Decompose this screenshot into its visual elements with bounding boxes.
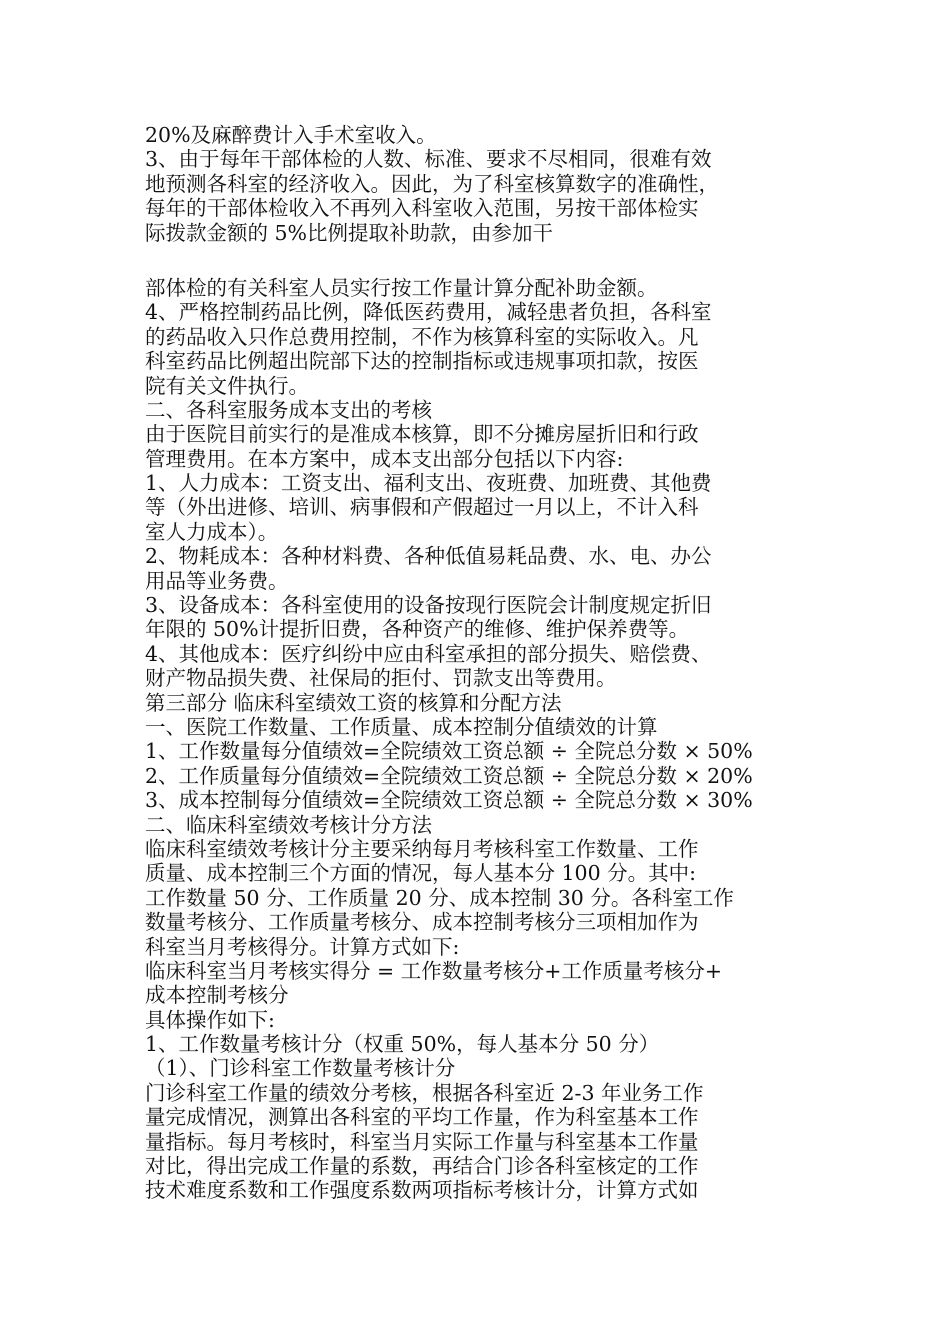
section-heading: 二、各科室服务成本支出的考核 bbox=[145, 397, 432, 422]
section-heading: 二、临床科室绩效考核计分方法 bbox=[145, 812, 432, 837]
text-line: 4、严格控制药品比例，降低医药费用，减轻患者负担，各科室 bbox=[145, 300, 712, 325]
text-line: 的药品收入只作总费用控制，不作为核算科室的实际收入。凡 bbox=[145, 324, 699, 349]
text-line: 科室药品比例超出院部下达的控制指标或违规事项扣款，按医 bbox=[145, 349, 699, 374]
text-line: 2、物耗成本：各种材料费、各种低值易耗品费、水、电、办公 bbox=[145, 544, 712, 569]
text-line: 工作数量 50 分、工作质量 20 分、成本控制 30 分。各科室工作 bbox=[145, 885, 734, 910]
text-line: 量指标。每月考核时，科室当月实际工作量与科室基本工作量 bbox=[145, 1129, 699, 1154]
text-line: 3、由于每年干部体检的人数、标准、要求不尽相同，很难有效 bbox=[145, 147, 712, 172]
text-line: 数量考核分、工作质量考核分、成本控制考核分三项相加作为 bbox=[145, 910, 699, 935]
text-line: 财产物品损失费、社保局的拒付、罚款支出等费用。 bbox=[145, 666, 617, 691]
formula-line: 临床科室当月考核实得分 = 工作数量考核分+工作质量考核分+ bbox=[145, 958, 723, 983]
text-line: 技术难度系数和工作强度系数两项指标考核计分，计算方式如 bbox=[145, 1178, 699, 1203]
text-line: 等（外出进修、培训、病事假和产假超过一月以上，不计入科 bbox=[145, 495, 699, 520]
text-line: 由于医院目前实行的是准成本核算，即不分摊房屋折旧和行政 bbox=[145, 422, 699, 447]
text-block-bottom bbox=[145, 276, 815, 1203]
text-line: 1、人力成本：工资支出、福利支出、夜班费、加班费、其他费 bbox=[145, 471, 712, 496]
text-line: 科室当月考核得分。计算方式如下: bbox=[145, 934, 460, 959]
text-line: 4、其他成本：医疗纠纷中应由科室承担的部分损失、赔偿费、 bbox=[145, 641, 712, 666]
formula-line: 成本控制考核分 bbox=[145, 983, 289, 1008]
formula-line: 3、成本控制每分值绩效=全院绩效工资总额 ÷ 全院总分数 × 30% bbox=[145, 788, 753, 813]
subsection-heading: 1、工作数量考核计分（权重 50%，每人基本分 50 分） bbox=[145, 1032, 660, 1057]
text-line: 部体检的有关科室人员实行按工作量计算分配补助金额。 bbox=[145, 275, 658, 300]
text-line: 3、设备成本：各科室使用的设备按现行医院会计制度规定折旧 bbox=[145, 593, 712, 618]
text-line: 临床科室绩效考核计分主要采纳每月考核科室工作数量、工作 bbox=[145, 836, 699, 861]
subsection-heading: （1）、门诊科室工作数量考核计分 bbox=[145, 1056, 456, 1081]
text-line: 室人力成本）。 bbox=[145, 519, 279, 544]
text-line: 门诊科室工作量的绩效分考核，根据各科室近 2-3 年业务工作 bbox=[145, 1080, 704, 1105]
part-heading: 第三部分 临床科室绩效工资的核算和分配方法 bbox=[145, 690, 562, 715]
text-line: 院有关文件执行。 bbox=[145, 373, 309, 398]
text-line: 20%及麻醉费计入手术室收入。 bbox=[145, 123, 437, 147]
section-heading: 一、医院工作数量、工作质量、成本控制分值绩效的计算 bbox=[145, 714, 658, 739]
text-line: 际拨款金额的 5%比例提取补助款，由参加干 bbox=[145, 220, 554, 245]
formula-line: 1、工作数量每分值绩效=全院绩效工资总额 ÷ 全院总分数 × 50% bbox=[145, 739, 753, 764]
text-block-top bbox=[145, 123, 815, 245]
text-line: 管理费用。在本方案中，成本支出部分包括以下内容: bbox=[145, 446, 624, 471]
text-line: 对比，得出完成工作量的系数，再结合门诊各科室核定的工作 bbox=[145, 1154, 699, 1179]
text-line: 年限的 50%计提折旧费，各种资产的维修、维护保养费等。 bbox=[145, 617, 690, 642]
text-line: 具体操作如下: bbox=[145, 1007, 275, 1032]
formula-line: 2、工作质量每分值绩效=全院绩效工资总额 ÷ 全院总分数 × 20% bbox=[145, 763, 753, 788]
text-line: 质量、成本控制三个方面的情况，每人基本分 100 分。其中: bbox=[145, 861, 697, 886]
paragraph-gap bbox=[145, 245, 815, 276]
text-line: 每年的干部体检收入不再列入科室收入范围，另按干部体检实 bbox=[145, 196, 699, 221]
document-page bbox=[145, 123, 815, 1203]
text-line: 地预测各科室的经济收入。因此，为了科室核算数字的准确性， bbox=[145, 171, 719, 196]
text-line: 用品等业务费。 bbox=[145, 568, 289, 593]
text-line: 量完成情况，测算出各科室的平均工作量，作为科室基本工作 bbox=[145, 1105, 699, 1130]
